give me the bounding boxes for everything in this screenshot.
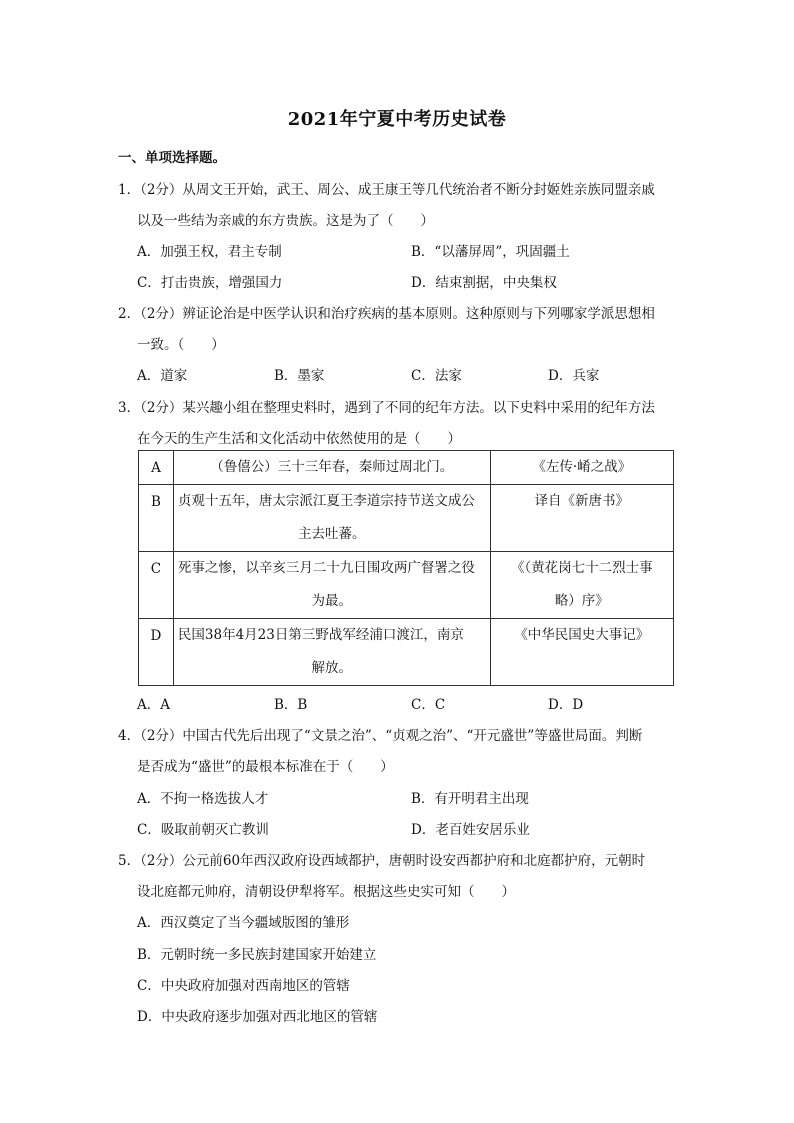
question-4-option-d[interactable]: D．老百姓安居乐业 — [411, 822, 530, 838]
row-label: A — [139, 451, 174, 485]
question-4-option-a[interactable]: A．不拘一格选拔人才 — [137, 791, 269, 807]
question-4-option-c[interactable]: C．吸取前朝灭亡教训 — [137, 822, 269, 838]
question-2-option-c[interactable]: C．法家 — [411, 368, 462, 384]
row-source: 译自《新唐书》 — [534, 493, 630, 509]
question-3-option-a[interactable]: A．A — [137, 697, 170, 713]
question-1-option-d[interactable]: D．结束割据，中央集权 — [411, 275, 557, 291]
section-heading: 一、单项选择题。 — [118, 150, 226, 166]
row-text: 民国38年4月23日第三野战军经浦口渡江，南京 — [177, 627, 464, 643]
question-5-stem-line-2: 设北庭都元帅府，清朝设伊犁将军。根据这些史实可知（ ） — [137, 884, 515, 900]
question-4-stem-line-1: 4．（2分）中国古代先后出现了“文景之治”、“贞观之治”、“开元盛世”等盛世局面。判断 — [118, 728, 643, 744]
question-5-option-c[interactable]: C．中央政府加强对西南地区的管辖 — [137, 978, 350, 994]
question-3-option-b[interactable]: B．B — [274, 697, 308, 713]
question-2-option-a[interactable]: A．道家 — [137, 368, 188, 384]
table-row — [139, 485, 674, 552]
question-5-option-a[interactable]: A．西汉奠定了当今疆域版图的雏形 — [137, 915, 350, 931]
row-text: （鲁僖公）三十三年春，秦师过周北门。 — [210, 459, 454, 475]
question-3-option-c[interactable]: C．C — [411, 697, 446, 713]
question-5-stem-line-1: 5．（2分）公元前60年西汉政府设西域都护，唐朝时设安西都护府和北庭都护府，元朝时 — [118, 853, 646, 869]
question-3-stem-line-1: 3．（2分）某兴趣小组在整理史料时，遇到了不同的纪年方法。以下史料中采用的纪年方法 — [118, 400, 655, 416]
row-text: 贞观十五年，唐太宗派江夏王李道宗持节送文成公 — [177, 493, 475, 509]
row-text: 主去吐蕃。 — [298, 526, 366, 542]
row-text: 解放。 — [311, 660, 352, 676]
question-4-option-b[interactable]: B．有开明君主出现 — [411, 791, 529, 807]
question-3-option-d[interactable]: D．D — [548, 697, 584, 713]
row-label: B — [139, 485, 174, 552]
question-2-stem-line-2: 一致。（ ） — [137, 337, 225, 353]
question-2-stem-line-1: 2．（2分）辨证论治是中医学认识和治疗疾病的基本原则。这种原则与下列哪家学派思想相 — [118, 306, 655, 322]
question-1-stem-line-1: 1．（2分）从周文王开始，武王、周公、成王康王等几代统治者不断分封姬姓亲族同盟亲戚 — [118, 182, 655, 198]
row-source: 《（黄花岗七十二烈士事 — [510, 560, 653, 576]
question-4-stem-line-2: 是否成为“盛世”的最根本标准在于（ ） — [137, 759, 394, 775]
question-1-stem-line-2: 以及一些结为亲戚的东方贵族。这是为了（ ） — [137, 213, 434, 229]
question-1-option-b[interactable]: B．“以藩屏周”，巩固疆土 — [411, 244, 570, 260]
row-source: 略）序》 — [554, 593, 609, 609]
question-2-option-d[interactable]: D．兵家 — [548, 368, 600, 384]
question-2-option-b[interactable]: B．墨家 — [274, 368, 325, 384]
row-source: 《中华民国史大事记》 — [514, 627, 650, 643]
question-1-option-a[interactable]: A．加强王权，君主专制 — [137, 244, 282, 260]
question-3-stem-line-2: 在今天的生产生活和文化活动中依然使用的是（ ） — [137, 431, 461, 447]
row-text: 为最。 — [311, 593, 352, 609]
row-text: 死事之惨，以辛亥三月二十九日围攻两广督署之役 — [177, 560, 475, 576]
question-5-option-b[interactable]: B．元朝时统一多民族封建国家开始建立 — [137, 947, 377, 963]
row-label: D — [139, 619, 174, 686]
page-title: 2021年宁夏中考历史试卷 — [287, 109, 507, 130]
table-row — [139, 619, 674, 686]
question-5-option-d[interactable]: D．中央政府逐步加强对西北地区的管辖 — [137, 1009, 378, 1025]
table-row — [139, 552, 674, 619]
question-3-source-table — [138, 450, 674, 686]
table-row — [139, 451, 674, 485]
row-source: 《左传·崤之战》 — [532, 459, 632, 475]
row-label: C — [139, 552, 174, 619]
question-1-option-c[interactable]: C．打击贵族，增强国力 — [137, 275, 283, 291]
